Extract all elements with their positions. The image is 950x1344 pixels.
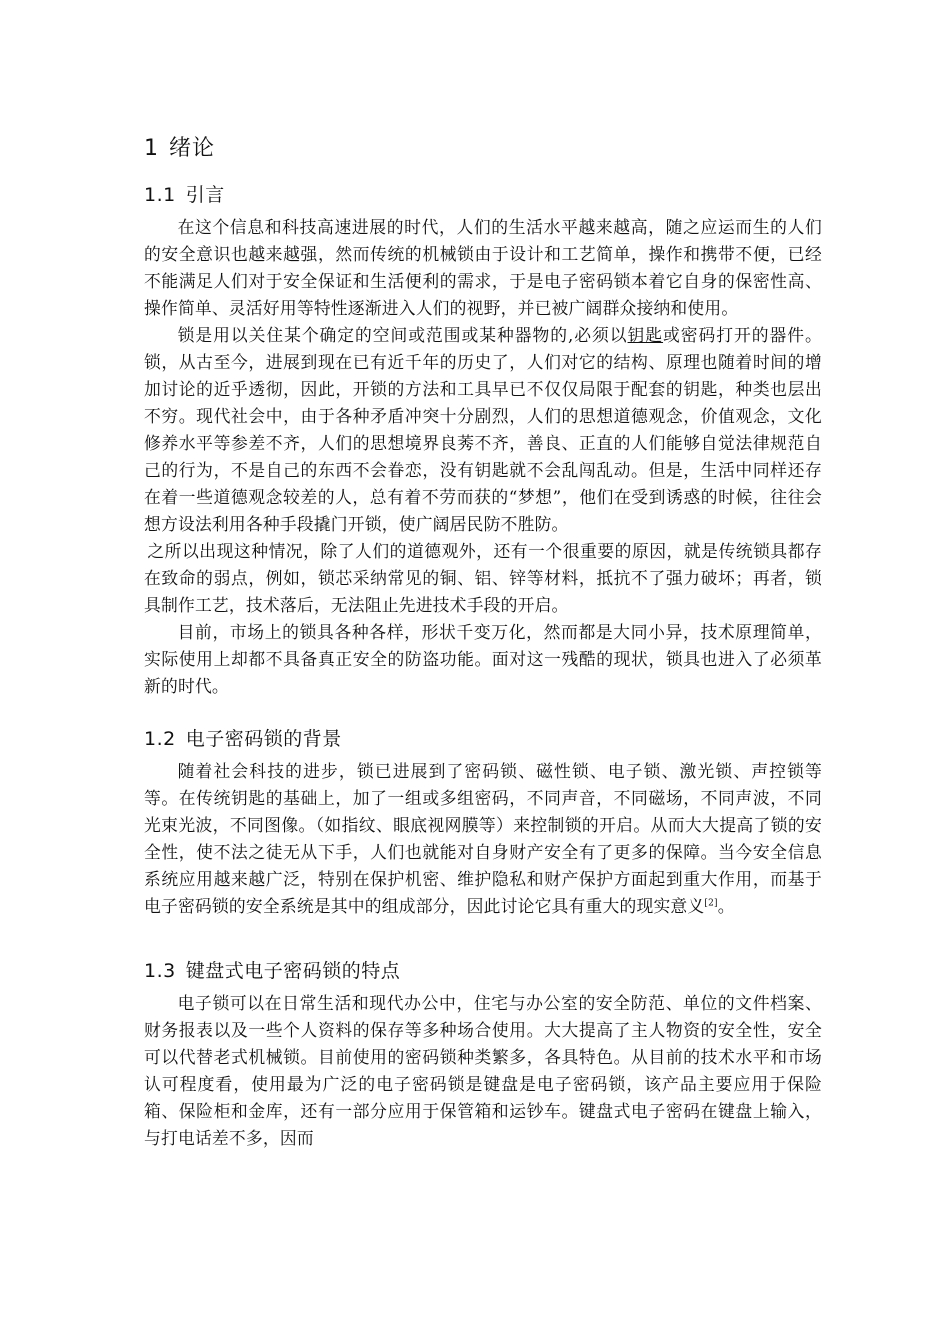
section-1-1 — [144, 182, 822, 700]
section-title: 电子密码锁的背景 — [185, 728, 342, 750]
paragraph-text: 随着社会科技的进步，锁已进展到了密码锁、磁性锁、电子锁、激光锁、声控锁等等。在传统钥匙的基础上，加了一组或多组密码，不同声音，不同磁场，不同声波，不同光束光波，不同图像。（如指纹、眼底视网膜等）来控制锁的开启。从而大大提高了锁的安全性，使不法之徒无从下手，人们也就能对自身财产安全有了更多的保障。当今安全信息系统应用越来越广泛，特别在保护机密、维护隐私和财产保护方面起到重大作用，而基于电子密码锁的安全系统是其中的组成部分，因此讨论它具有重大的现实意义 — [144, 761, 822, 916]
chapter-heading — [144, 134, 822, 164]
section-number: 1.2 — [144, 728, 176, 750]
paragraph-text: 锁是用以关住某个确定的空间或范围或某种器物的,必须以 — [177, 325, 628, 345]
citation: [2] — [704, 898, 718, 909]
paragraph-text: 。 — [717, 896, 735, 916]
paragraph-text: 或密码打开的器件。锁，从古至今，进展到现在已有近千年的历史了，人们对它的结构、原理也随着时间的增加讨论的近乎透彻，因此，开锁的方法和工具早已不仅仅局限于配套的钥匙，种类也层出不穷。现代社会中，由于各种矛盾冲突十分剧烈，人们的思想道德观念，价值观念，文化修养水平等参差不齐，人们的思想境界良莠不齐，善良、正直的人们能够自觉法律规范自己的行为，不是自己的东西不会眷恋，没有钥匙就不会乱闯乱动。但是，生活中同样还存在着一些道德观念较差的人，总有着不劳而获的“梦想”，他们在受到诱惑的时候，往往会想方设法利用各种手段撬门开锁，使广阔居民防不胜防。 — [144, 325, 822, 534]
section-heading — [144, 958, 822, 984]
section-title: 键盘式电子密码锁的特点 — [185, 960, 401, 982]
document-page — [144, 118, 822, 1152]
section-title: 引言 — [185, 184, 225, 206]
section-heading — [144, 182, 822, 208]
chapter-number: 1 — [144, 136, 159, 161]
section-number: 1.1 — [144, 184, 176, 206]
paragraph — [144, 322, 822, 538]
paragraph: 电子锁可以在日常生活和现代办公中，住宅与办公室的安全防范、单位的文件档案、财务报表以及一些个人资料的保存等多种场合使用。大大提高了主人物资的安全性，安全可以代替老式机械锁。目前使用的密码锁种类繁多，各具特色。从目前的技术水平和市场认可程度看，使用最为广泛的电子密码锁是键盘是电子密码锁，该产品主要应用于保险箱、保险柜和金库，还有一部分应用于保管箱和运钞车。键盘式电子密码在键盘上输入，与打电话差不多，因而 — [144, 993, 822, 1148]
chapter-title: 绪论 — [169, 136, 216, 161]
section-1-3 — [144, 958, 822, 1152]
paragraph: 目前，市场上的锁具各种各样，形状千变万化，然而都是大同小异，技术原理简单，实际使用上却都不具备真正安全的防盗功能。面对这一残酷的现状，锁具也进入了必须革新的时代。 — [144, 622, 822, 696]
paragraph: 在这个信息和科技高速进展的时代，人们的生活水平越来越高，随之应运而生的人们的安全意识也越来越强，然而传统的机械锁由于设计和工艺简单，操作和携带不便，已经不能满足人们对于安全保证和生活便利的需求，于是电子密码锁本着它自身的保密性高、操作简单、灵活好用等特性逐渐进入人们的视野，并已被广阔群众接纳和使用。 — [144, 217, 822, 318]
section-number: 1.3 — [144, 960, 176, 982]
paragraph — [144, 758, 822, 920]
underlined-term: 钥匙 — [627, 325, 664, 345]
section-heading — [144, 726, 822, 752]
section-1-2 — [144, 726, 822, 920]
paragraph: 之所以出现这种情况，除了人们的道德观外，还有一个很重要的原因，就是传统锁具都存在致命的弱点，例如，锁芯采纳常见的铜、铝、锌等材料，抵抗不了强力破坏；再者，锁具制作工艺，技术落后，无法阻止先进技术手段的开启。 — [144, 541, 822, 615]
